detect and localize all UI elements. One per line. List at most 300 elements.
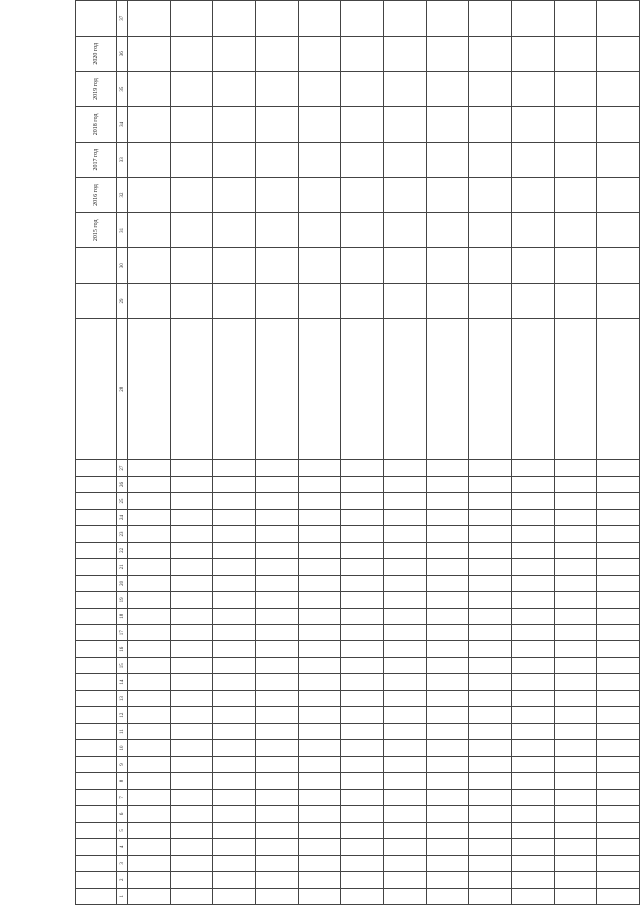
table-cell xyxy=(383,723,426,739)
table-cell xyxy=(597,36,640,71)
column-number: 5 xyxy=(117,822,128,838)
table-cell xyxy=(511,756,554,772)
table-cell xyxy=(213,789,256,805)
column-number: 25 xyxy=(117,493,128,509)
table-cell xyxy=(469,509,512,525)
table-cell xyxy=(341,575,384,591)
table-cell xyxy=(597,319,640,460)
column-number: 3 xyxy=(117,855,128,871)
table-cell xyxy=(426,674,469,690)
table-cell xyxy=(128,872,171,888)
header-cell xyxy=(76,559,117,575)
table-cell xyxy=(426,855,469,871)
table-cell xyxy=(170,789,213,805)
table-cell xyxy=(426,608,469,624)
table-cell xyxy=(426,107,469,142)
table-cell xyxy=(469,641,512,657)
table-cell xyxy=(469,283,512,318)
table-cell xyxy=(213,723,256,739)
column-number: 19 xyxy=(117,592,128,608)
table-cell xyxy=(128,319,171,460)
table-cell xyxy=(554,213,597,248)
table-cell xyxy=(298,888,341,904)
column-number: 28 xyxy=(117,319,128,460)
table-cell xyxy=(554,690,597,706)
table-cell xyxy=(511,625,554,641)
table-cell xyxy=(128,756,171,772)
table-cell xyxy=(170,559,213,575)
table-cell xyxy=(213,674,256,690)
table-cell xyxy=(170,142,213,177)
table-cell xyxy=(426,559,469,575)
table-cell xyxy=(597,822,640,838)
table-cell xyxy=(426,36,469,71)
table-cell xyxy=(469,806,512,822)
table-cell xyxy=(213,460,256,476)
table-cell xyxy=(298,460,341,476)
table-row xyxy=(597,1,640,905)
table-cell xyxy=(128,559,171,575)
table-cell xyxy=(554,806,597,822)
table-row xyxy=(341,1,384,905)
table-cell xyxy=(511,142,554,177)
table-cell xyxy=(597,806,640,822)
table-cell xyxy=(255,773,298,789)
table-cell xyxy=(128,460,171,476)
table-cell xyxy=(511,575,554,591)
table-cell xyxy=(213,177,256,212)
table-cell xyxy=(554,756,597,772)
table-cell xyxy=(554,674,597,690)
table-cell xyxy=(511,839,554,855)
table-cell xyxy=(170,690,213,706)
table-cell xyxy=(469,36,512,71)
table-cell xyxy=(128,509,171,525)
table-cell xyxy=(383,625,426,641)
table-cell xyxy=(255,625,298,641)
table-cell xyxy=(255,789,298,805)
table-cell xyxy=(383,526,426,542)
table-cell xyxy=(383,657,426,673)
column-number: 26 xyxy=(117,476,128,492)
table-row xyxy=(213,1,256,905)
table-cell xyxy=(128,855,171,871)
table-cell xyxy=(554,319,597,460)
table-cell xyxy=(341,1,384,37)
table-cell xyxy=(255,723,298,739)
table-cell xyxy=(255,657,298,673)
table-cell xyxy=(511,71,554,106)
table-cell xyxy=(554,36,597,71)
column-number: 22 xyxy=(117,542,128,558)
table-cell xyxy=(298,625,341,641)
table-cell xyxy=(128,822,171,838)
table-cell xyxy=(255,592,298,608)
table-cell xyxy=(383,789,426,805)
table-cell xyxy=(298,592,341,608)
table-cell xyxy=(511,283,554,318)
table-cell xyxy=(213,509,256,525)
table-cell xyxy=(341,756,384,772)
table-cell xyxy=(469,822,512,838)
table-cell xyxy=(383,888,426,904)
table-cell xyxy=(554,575,597,591)
column-number: 1 xyxy=(117,888,128,904)
table-cell xyxy=(511,789,554,805)
table-cell xyxy=(341,707,384,723)
table-cell xyxy=(554,839,597,855)
table-cell xyxy=(128,839,171,855)
table-cell xyxy=(383,142,426,177)
table-cell xyxy=(597,674,640,690)
table-cell xyxy=(554,71,597,106)
table-cell xyxy=(298,1,341,37)
table-cell xyxy=(469,592,512,608)
table-cell xyxy=(426,657,469,673)
table-cell xyxy=(597,657,640,673)
table-cell xyxy=(255,542,298,558)
table-cell xyxy=(128,142,171,177)
table-cell xyxy=(597,509,640,525)
table-cell xyxy=(554,608,597,624)
table-cell xyxy=(255,888,298,904)
table-cell xyxy=(170,36,213,71)
rotated-sheet xyxy=(75,0,640,905)
table-cell xyxy=(426,789,469,805)
table-cell xyxy=(469,855,512,871)
table-cell xyxy=(255,690,298,706)
table-cell xyxy=(426,690,469,706)
table-cell xyxy=(383,107,426,142)
table-cell xyxy=(469,460,512,476)
header-cell: 2018 год xyxy=(76,107,117,142)
header-cell xyxy=(76,608,117,624)
table-row xyxy=(511,1,554,905)
table-cell xyxy=(597,888,640,904)
table-cell xyxy=(255,213,298,248)
table-cell xyxy=(469,707,512,723)
column-number: 31 xyxy=(117,213,128,248)
table-cell xyxy=(511,872,554,888)
table-cell xyxy=(426,509,469,525)
table-cell xyxy=(511,559,554,575)
table-cell xyxy=(469,526,512,542)
header-cell: 2015 год xyxy=(76,213,117,248)
table-body xyxy=(128,1,640,905)
table-cell xyxy=(255,526,298,542)
table-cell xyxy=(255,319,298,460)
column-number: 35 xyxy=(117,71,128,106)
table-cell xyxy=(383,476,426,492)
table-cell xyxy=(213,855,256,871)
table-cell xyxy=(597,592,640,608)
column-number: 9 xyxy=(117,756,128,772)
table-cell xyxy=(554,723,597,739)
table-cell xyxy=(298,641,341,657)
table-cell xyxy=(213,526,256,542)
column-number: 21 xyxy=(117,559,128,575)
table-cell xyxy=(170,707,213,723)
header-cell: 2016 год xyxy=(76,177,117,212)
table-cell xyxy=(170,756,213,772)
table-cell xyxy=(341,283,384,318)
table-row xyxy=(255,1,298,905)
table-cell xyxy=(298,723,341,739)
table-cell xyxy=(469,493,512,509)
table-cell xyxy=(469,177,512,212)
table-cell xyxy=(554,248,597,283)
table-cell xyxy=(298,707,341,723)
header-cell xyxy=(76,674,117,690)
table-cell xyxy=(426,283,469,318)
table-row xyxy=(554,1,597,905)
column-number: 32 xyxy=(117,177,128,212)
table-cell xyxy=(383,592,426,608)
column-number: 18 xyxy=(117,608,128,624)
header-cell xyxy=(76,756,117,772)
column-number: 14 xyxy=(117,674,128,690)
table-cell xyxy=(255,107,298,142)
table-cell xyxy=(170,575,213,591)
header-cell xyxy=(76,888,117,904)
table-cell xyxy=(383,756,426,772)
table-cell xyxy=(298,822,341,838)
table-row xyxy=(426,1,469,905)
table-cell xyxy=(128,575,171,591)
table-cell xyxy=(170,1,213,37)
table-cell xyxy=(213,476,256,492)
table-cell xyxy=(298,213,341,248)
header-cell xyxy=(76,657,117,673)
table-cell xyxy=(469,71,512,106)
table-cell xyxy=(469,142,512,177)
table-cell xyxy=(511,740,554,756)
table-cell xyxy=(170,872,213,888)
table-cell xyxy=(511,674,554,690)
column-number: 6 xyxy=(117,806,128,822)
column-number: 15 xyxy=(117,657,128,673)
table-cell xyxy=(469,839,512,855)
table-cell xyxy=(255,839,298,855)
column-number: 11 xyxy=(117,723,128,739)
table-cell xyxy=(341,608,384,624)
table-cell xyxy=(298,71,341,106)
table-cell xyxy=(213,36,256,71)
table-cell xyxy=(469,542,512,558)
table-cell xyxy=(298,509,341,525)
table-cell xyxy=(511,723,554,739)
table-cell xyxy=(213,542,256,558)
table-cell xyxy=(426,1,469,37)
column-number: 7 xyxy=(117,789,128,805)
table-cell xyxy=(170,213,213,248)
table-cell xyxy=(469,559,512,575)
table-cell xyxy=(383,493,426,509)
column-number: 2 xyxy=(117,872,128,888)
table-cell xyxy=(426,476,469,492)
table-row xyxy=(298,1,341,905)
table-cell xyxy=(597,142,640,177)
table-cell xyxy=(341,641,384,657)
header-cell xyxy=(76,476,117,492)
table-cell xyxy=(298,789,341,805)
table-cell xyxy=(597,248,640,283)
table-cell xyxy=(341,822,384,838)
table-cell xyxy=(341,872,384,888)
column-number-row xyxy=(117,1,128,905)
table-cell xyxy=(298,806,341,822)
table-cell xyxy=(554,789,597,805)
table-cell xyxy=(170,107,213,142)
column-number: 4 xyxy=(117,839,128,855)
table-cell xyxy=(170,608,213,624)
table-cell xyxy=(511,509,554,525)
table-row xyxy=(128,1,171,905)
table-cell xyxy=(383,822,426,838)
table-cell xyxy=(597,608,640,624)
table-cell xyxy=(213,822,256,838)
table-cell xyxy=(426,319,469,460)
table-cell xyxy=(255,855,298,871)
table-cell xyxy=(128,1,171,37)
table-cell xyxy=(511,855,554,871)
table-cell xyxy=(170,822,213,838)
table-cell xyxy=(341,213,384,248)
table-cell xyxy=(128,674,171,690)
table-cell xyxy=(426,592,469,608)
table-cell xyxy=(554,888,597,904)
header-cell xyxy=(76,707,117,723)
table-cell xyxy=(170,177,213,212)
table-cell xyxy=(170,839,213,855)
table-cell xyxy=(255,608,298,624)
table-cell xyxy=(255,674,298,690)
table-cell xyxy=(511,822,554,838)
table-cell xyxy=(597,625,640,641)
table-cell xyxy=(213,641,256,657)
table-cell xyxy=(597,213,640,248)
table-cell xyxy=(597,789,640,805)
column-number: 13 xyxy=(117,690,128,706)
table-cell xyxy=(597,1,640,37)
table-cell xyxy=(341,559,384,575)
table-cell xyxy=(170,773,213,789)
header-cell xyxy=(76,542,117,558)
table-cell xyxy=(341,625,384,641)
table-cell xyxy=(298,839,341,855)
table-cell xyxy=(511,608,554,624)
table-cell xyxy=(383,806,426,822)
table-cell xyxy=(554,641,597,657)
table-cell xyxy=(128,213,171,248)
table-cell xyxy=(341,740,384,756)
table-cell xyxy=(213,888,256,904)
header-cell xyxy=(76,493,117,509)
table-cell xyxy=(426,822,469,838)
table-cell xyxy=(469,773,512,789)
table-cell xyxy=(597,707,640,723)
table-cell xyxy=(383,509,426,525)
header-cell xyxy=(76,641,117,657)
column-number: 36 xyxy=(117,36,128,71)
table-cell xyxy=(469,888,512,904)
table-cell xyxy=(469,575,512,591)
table-cell xyxy=(213,559,256,575)
table-cell xyxy=(128,493,171,509)
table-cell xyxy=(554,1,597,37)
header-cell xyxy=(76,789,117,805)
table-cell xyxy=(255,509,298,525)
table-cell xyxy=(341,839,384,855)
table-cell xyxy=(597,839,640,855)
table-row xyxy=(469,1,512,905)
table-cell xyxy=(298,756,341,772)
table-cell xyxy=(383,177,426,212)
table-cell xyxy=(469,248,512,283)
header-cell xyxy=(76,526,117,542)
table-cell xyxy=(383,213,426,248)
table-cell xyxy=(170,319,213,460)
table-cell xyxy=(554,476,597,492)
table-cell xyxy=(341,888,384,904)
table-cell xyxy=(469,319,512,460)
table-cell xyxy=(469,690,512,706)
table-cell xyxy=(597,177,640,212)
table-cell xyxy=(597,690,640,706)
table-cell xyxy=(469,657,512,673)
table-cell xyxy=(597,575,640,591)
table-cell xyxy=(383,283,426,318)
table-cell xyxy=(298,319,341,460)
table-cell xyxy=(511,1,554,37)
table-cell xyxy=(213,1,256,37)
table-cell xyxy=(383,1,426,37)
table-cell xyxy=(511,213,554,248)
table-cell xyxy=(597,526,640,542)
table-row xyxy=(383,1,426,905)
table-cell xyxy=(383,460,426,476)
table-cell xyxy=(128,526,171,542)
table-cell xyxy=(170,460,213,476)
column-number: 17 xyxy=(117,625,128,641)
table-cell xyxy=(511,460,554,476)
table-cell xyxy=(469,740,512,756)
table-cell xyxy=(255,248,298,283)
table-cell xyxy=(469,723,512,739)
table-cell xyxy=(170,740,213,756)
table-cell xyxy=(298,575,341,591)
table-cell xyxy=(298,872,341,888)
table-cell xyxy=(341,142,384,177)
table-cell xyxy=(170,625,213,641)
table-cell xyxy=(469,674,512,690)
table-cell xyxy=(554,542,597,558)
table-cell xyxy=(298,559,341,575)
table-cell xyxy=(341,855,384,871)
table-cell xyxy=(170,248,213,283)
header-cell xyxy=(76,509,117,525)
column-number: 34 xyxy=(117,107,128,142)
table-cell xyxy=(255,142,298,177)
header-cell xyxy=(76,1,117,37)
table-cell xyxy=(213,575,256,591)
table-cell xyxy=(341,592,384,608)
table-cell xyxy=(128,657,171,673)
table-cell xyxy=(511,476,554,492)
table-cell xyxy=(255,756,298,772)
table-cell xyxy=(213,107,256,142)
table-cell xyxy=(213,142,256,177)
